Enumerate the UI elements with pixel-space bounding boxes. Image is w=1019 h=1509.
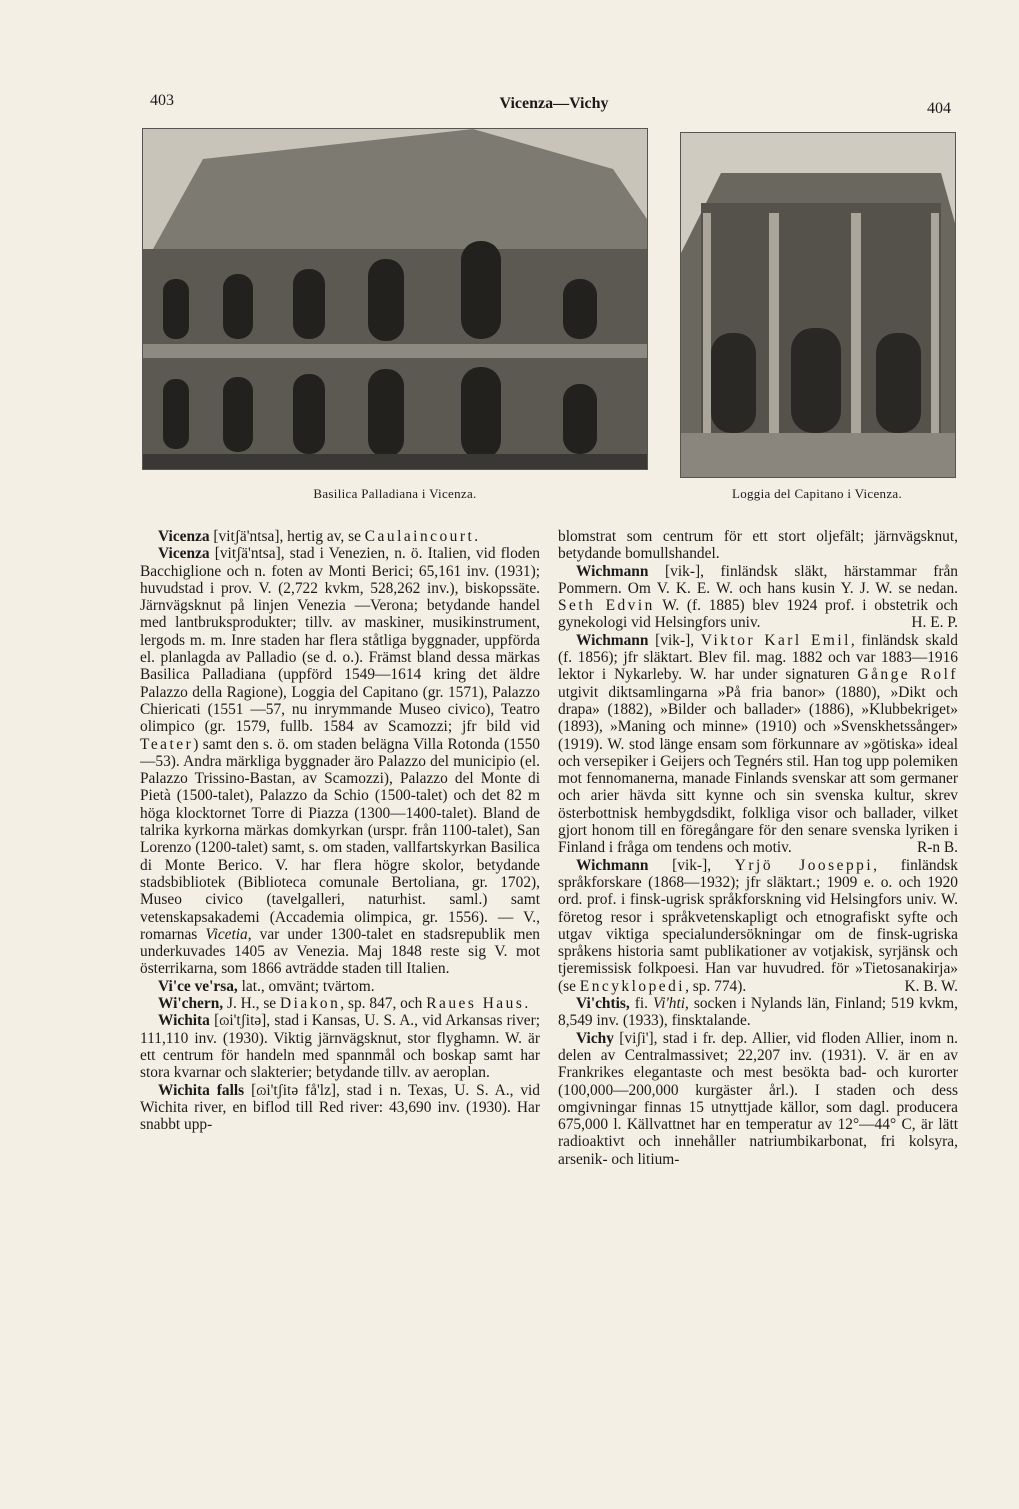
photo-loggia-del-capitano — [680, 132, 956, 478]
signature: H. E. P. — [911, 614, 958, 632]
page-number-right: 404 — [927, 100, 951, 117]
page-number-left: 403 — [150, 92, 174, 109]
entry-wichern: Wi'chern, J. H., se Diakon, sp. 847, och Raues Haus. — [158, 995, 529, 1013]
entry-wichmann-slakt: Wichmann [vik-], finländsk släkt, härstammar från Pommern. Om V. K. E. W. och hans kusin Y. J. W. se nedan. Seth Edvin W. (f. 1885) blev 1924 prof. i obstetrik och gynekologi vid Helsingfors univ. H. E. P. — [558, 562, 958, 632]
entry-wichita-falls: Wichita falls [ɷi'tʃitə få'lz], stad i n. Texas, U. S. A., vid Wichita river, en biflod till Red river: 43,690 inv. (1930). Har snabbt upp- — [140, 1081, 540, 1134]
entry-vichtis: Vi'chtis, fi. Vi'hti, socken i Nylands län, Finland; 519 kvkm, 8,549 inv. (1933), finsktalande. — [558, 995, 958, 1030]
signature: K. B. W. — [904, 977, 958, 995]
caption-loggia: Loggia del Capitano i Vicenza. — [731, 486, 903, 501]
column-left — [140, 528, 540, 1408]
photo-basilica-palladiana — [142, 128, 648, 470]
entry-vice-versa: Vi'ce ve'rsa, lat., omvänt; tvärtom. — [158, 977, 375, 995]
column-right — [558, 528, 958, 1408]
entry-wichita: Wichita [ɷi'tʃitə], stad i Kansas, U. S. A., vid Arkansas river; 111,110 inv. (1930). Viktig järnvägsknut, stor flyghamn. W. är ett centrum för handeln med spannmål och boskap samt har stora kvarnar och slakterier; betydande tillv. av aeroplan. — [140, 1012, 540, 1082]
entry-vicenza-hertig: Vicenza [vitʃä'ntsa], hertig av, se Caulaincourt. — [158, 528, 479, 545]
running-head: Vicenza—Vichy — [499, 95, 609, 112]
entry-vichy: Vichy [viʃi'], stad i fr. dep. Allier, vid floden Allier, inom n. delen av Centralmassivet; 22,207 inv. (1931). V. är en av Frankrikes elegantaste och mest besökta bad- och kurorter (100,000—200,000 kurgäster årl.). I staden och dess omgivningar finnas 15 utnyttjade källor, som dagl. producera 675,000 l. Källvattnet har en temperatur av 12°—44° C, är lätt radioaktivt och innehåller natriumbikarbonat, fri kolsyra, arsenik- och litium- — [558, 1029, 958, 1168]
signature: R-n B. — [916, 839, 958, 857]
entry-wichmann-viktor: Wichmann [vik-], Viktor Karl Emil, finländsk skald (f. 1856); jfr släktart. Blev fil. mag. 1882 och var 1883—1916 lektor i Nykarleby. W. har under signaturen Gånge Rolf utgivit diktsamlingarna »På fria banor» (1880), »Dikt och drapa» (1882), »Bilder och ballader» (1886), »Klubbekriget» (1893), »Maning och minne» (1910) och »Svenskhetssånger» (1919). W. stod länge ensam som förkunnare av »götiska» ideal och versepiker i Geijers och Tegnérs stil. Han tog upp polemiken mot fennomanerna, manade Finlands svenskar att som germaner och arier hävda sitt kynne och sin svenska kultur, skrev österbottnisk hembygdsdikt, folkliga visor och ballader, vilket gjort honom till en föregångare för den senare svenska lyriken i Finland i fråga om tendens och motiv. R-n B. — [558, 631, 958, 857]
entry-vicenza-stad: Vicenza [vitʃä'ntsa], stad i Venezien, n. ö. Italien, vid floden Bacchiglione och n. foten av Monti Berici; 65,161 inv. (1931); huvudstad i prov. V. (2,722 kvkm, 528,262 inv.), biskopssäte. Järnvägsknut på linjen Venezia —Verona; betydande handel med lantbruksprodukter; tillv. av maskiner, musikinstrument, lergods m. m. Inre staden har flera ståtliga byggnader, uppförda el. planlagda av Palladio (se d. o.). Främst bland dessa märkas Basilica Palladiana (uppförd 1549—1614 kring det äldre Palazzo della Ragione), Loggia del Capitano (gr. 1571), Palazzo Chiericati (1551 —57, nu inrymmande Museo civico), Teatro olimpico (gr. 1579, fullb. 1584 av Scamozzi; jfr bild vid Teater) samt den s. ö. om staden belägna Villa Rotonda (1550—53). Andra märkliga byggnader äro Palazzo del municipio (el. Palazzo Trissino-Bastan, av Scamozzi), Palazzo del Monte di Pietà (1500-talet), Palazzo da Schio (1500-talet) och det 82 m höga klocktornet Torre di Piazza (1300—1400-talet). Bland de talrika kyrkorna märkas domkyrkan (urspr. från 1100-talet), San Lorenzo (1200-talet) samt, s. om staden, vallfartskyrkan Basilica di Monte Berico. V. har flera högre skolor, betydande stadsbibliotek (Biblioteca comunale Bertoliana, gr. 1702), Museo civico (tavelgalleri, naturhist. saml.) samt vetenskapsakademi (Accademia olimpica, gr. 1556). — V., romarnas Vicetia, var under 1300-talet en stadsrepublik men underkuvades 1405 av Venezia. Maj 1848 reste sig V. mot österrikarna, som 1866 avträdde staden till Italien. — [140, 545, 540, 978]
entry-wichita-falls-cont: blomstrat som centrum för ett stort oljefält; järnvägsknut, betydande bomullshandel. — [558, 528, 958, 563]
entry-wichmann-yrjo: Wichmann [vik-], Yrjö Jooseppi, finländsk språkforskare (1868—1932); jfr släktart.; 1909 e. o. och 1920 ord. prof. i finsk-ugrisk språkforskning vid Helsingfors univ. W. företog resor i språkvetenskapligt och etnografiskt syfte och utgav viktiga specialundersökningar om de finsk-ugriska språkens historia samt publikationer av votjakisk, syrjänsk och tjeremissisk folkpoesi. Han var huvudred. för »Tietosanakirja» (se Encyklopedi, sp. 774). K. B. W. — [558, 856, 958, 995]
caption-basilica: Basilica Palladiana i Vicenza. — [313, 486, 477, 501]
